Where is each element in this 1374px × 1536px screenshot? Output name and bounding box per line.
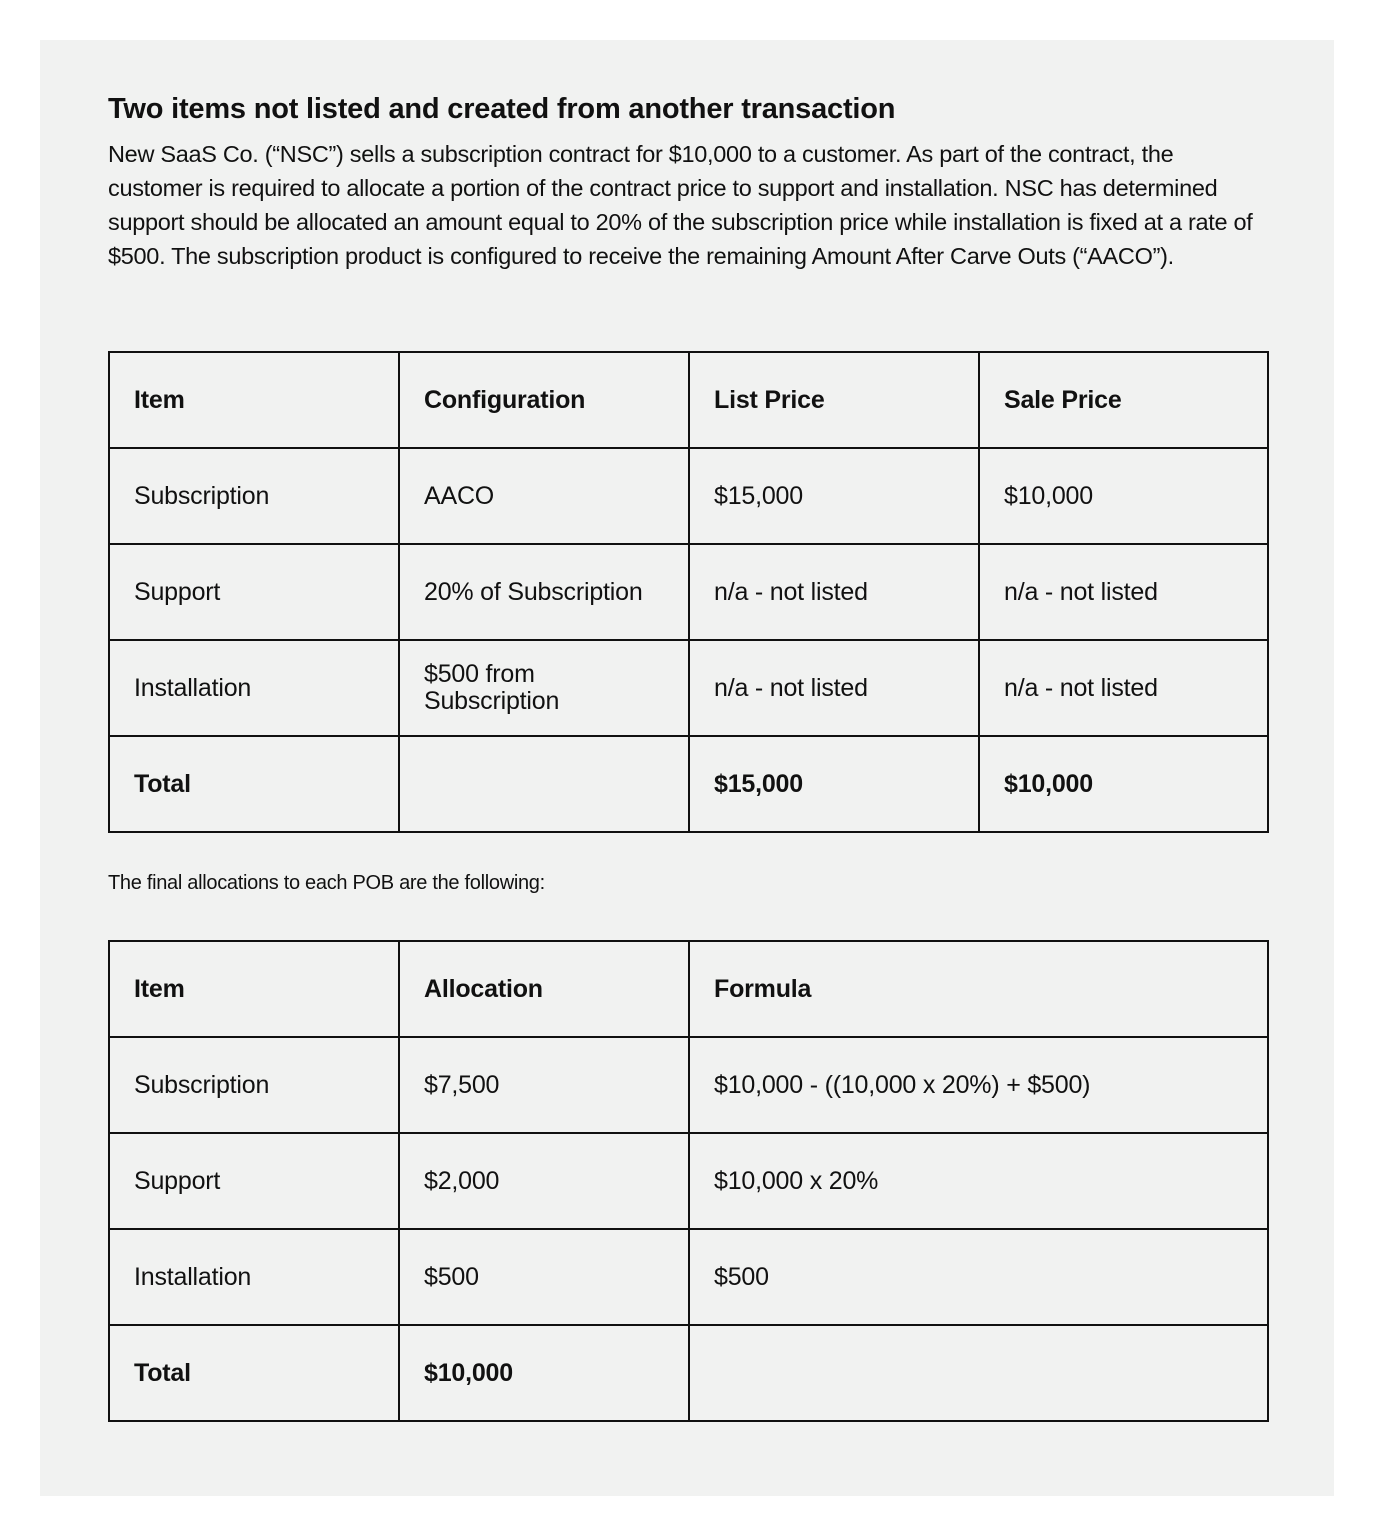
table-total-row (109, 1325, 1268, 1421)
cell-sale-price: n/a - not listed (979, 640, 1268, 736)
cell-total-label: Total (109, 1325, 399, 1421)
cell-list-price: n/a - not listed (689, 544, 979, 640)
cell-total-list-price: $15,000 (689, 736, 979, 832)
cell-configuration: 20% of Subscription (399, 544, 689, 640)
cell-item: Installation (109, 640, 399, 736)
cell-item: Installation (109, 1229, 399, 1325)
page-title: Two items not listed and created from another transaction (108, 93, 896, 125)
header-configuration: Configuration (399, 352, 689, 448)
cell-total-sale-price: $10,000 (979, 736, 1268, 832)
header-sale-price: Sale Price (979, 352, 1268, 448)
allocation-note: The final allocations to each POB are the following: (108, 872, 545, 894)
cell-item: Subscription (109, 1037, 399, 1133)
header-list-price: List Price (689, 352, 979, 448)
cell-item: Support (109, 1133, 399, 1229)
table-header-row (109, 941, 1268, 1037)
cell-list-price: $15,000 (689, 448, 979, 544)
table-row (109, 1133, 1268, 1229)
cell-allocation: $2,000 (399, 1133, 689, 1229)
cell-sale-price: $10,000 (979, 448, 1268, 544)
table-row (109, 1037, 1268, 1133)
header-allocation: Allocation (399, 941, 689, 1037)
cell-formula: $10,000 - ((10,000 x 20%) + $500) (689, 1037, 1268, 1133)
table-row (109, 640, 1268, 736)
cell-total-allocation: $10,000 (399, 1325, 689, 1421)
table-row (109, 1229, 1268, 1325)
table-total-row (109, 736, 1268, 832)
header-formula: Formula (689, 941, 1268, 1037)
cell-formula: $10,000 x 20% (689, 1133, 1268, 1229)
cell-sale-price: n/a - not listed (979, 544, 1268, 640)
intro-paragraph: New SaaS Co. (“NSC”) sells a subscription contract for $10,000 to a customer. As part of the contract, the customer is required to allocate a portion of the contract price to support and installation. NSC has determined support should be allocated an amount equal to 20% of the subscription price while installation is fixed at a rate of $500. The subscription product is configured to receive the remaining Amount After Carve Outs (“AACO”). (108, 141, 1253, 269)
table-row (109, 448, 1268, 544)
table-row (109, 544, 1268, 640)
pricing-table (108, 351, 1269, 833)
cell-item: Subscription (109, 448, 399, 544)
cell-total-configuration (399, 736, 689, 832)
cell-list-price: n/a - not listed (689, 640, 979, 736)
allocation-table (108, 940, 1269, 1422)
cell-allocation: $500 (399, 1229, 689, 1325)
cell-item: Support (109, 544, 399, 640)
cell-configuration: $500 from Subscription (399, 640, 689, 736)
cell-allocation: $7,500 (399, 1037, 689, 1133)
cell-formula: $500 (689, 1229, 1268, 1325)
cell-total-formula (689, 1325, 1268, 1421)
header-item: Item (109, 941, 399, 1037)
header-item: Item (109, 352, 399, 448)
cell-configuration: AACO (399, 448, 689, 544)
table-header-row (109, 352, 1268, 448)
cell-total-label: Total (109, 736, 399, 832)
